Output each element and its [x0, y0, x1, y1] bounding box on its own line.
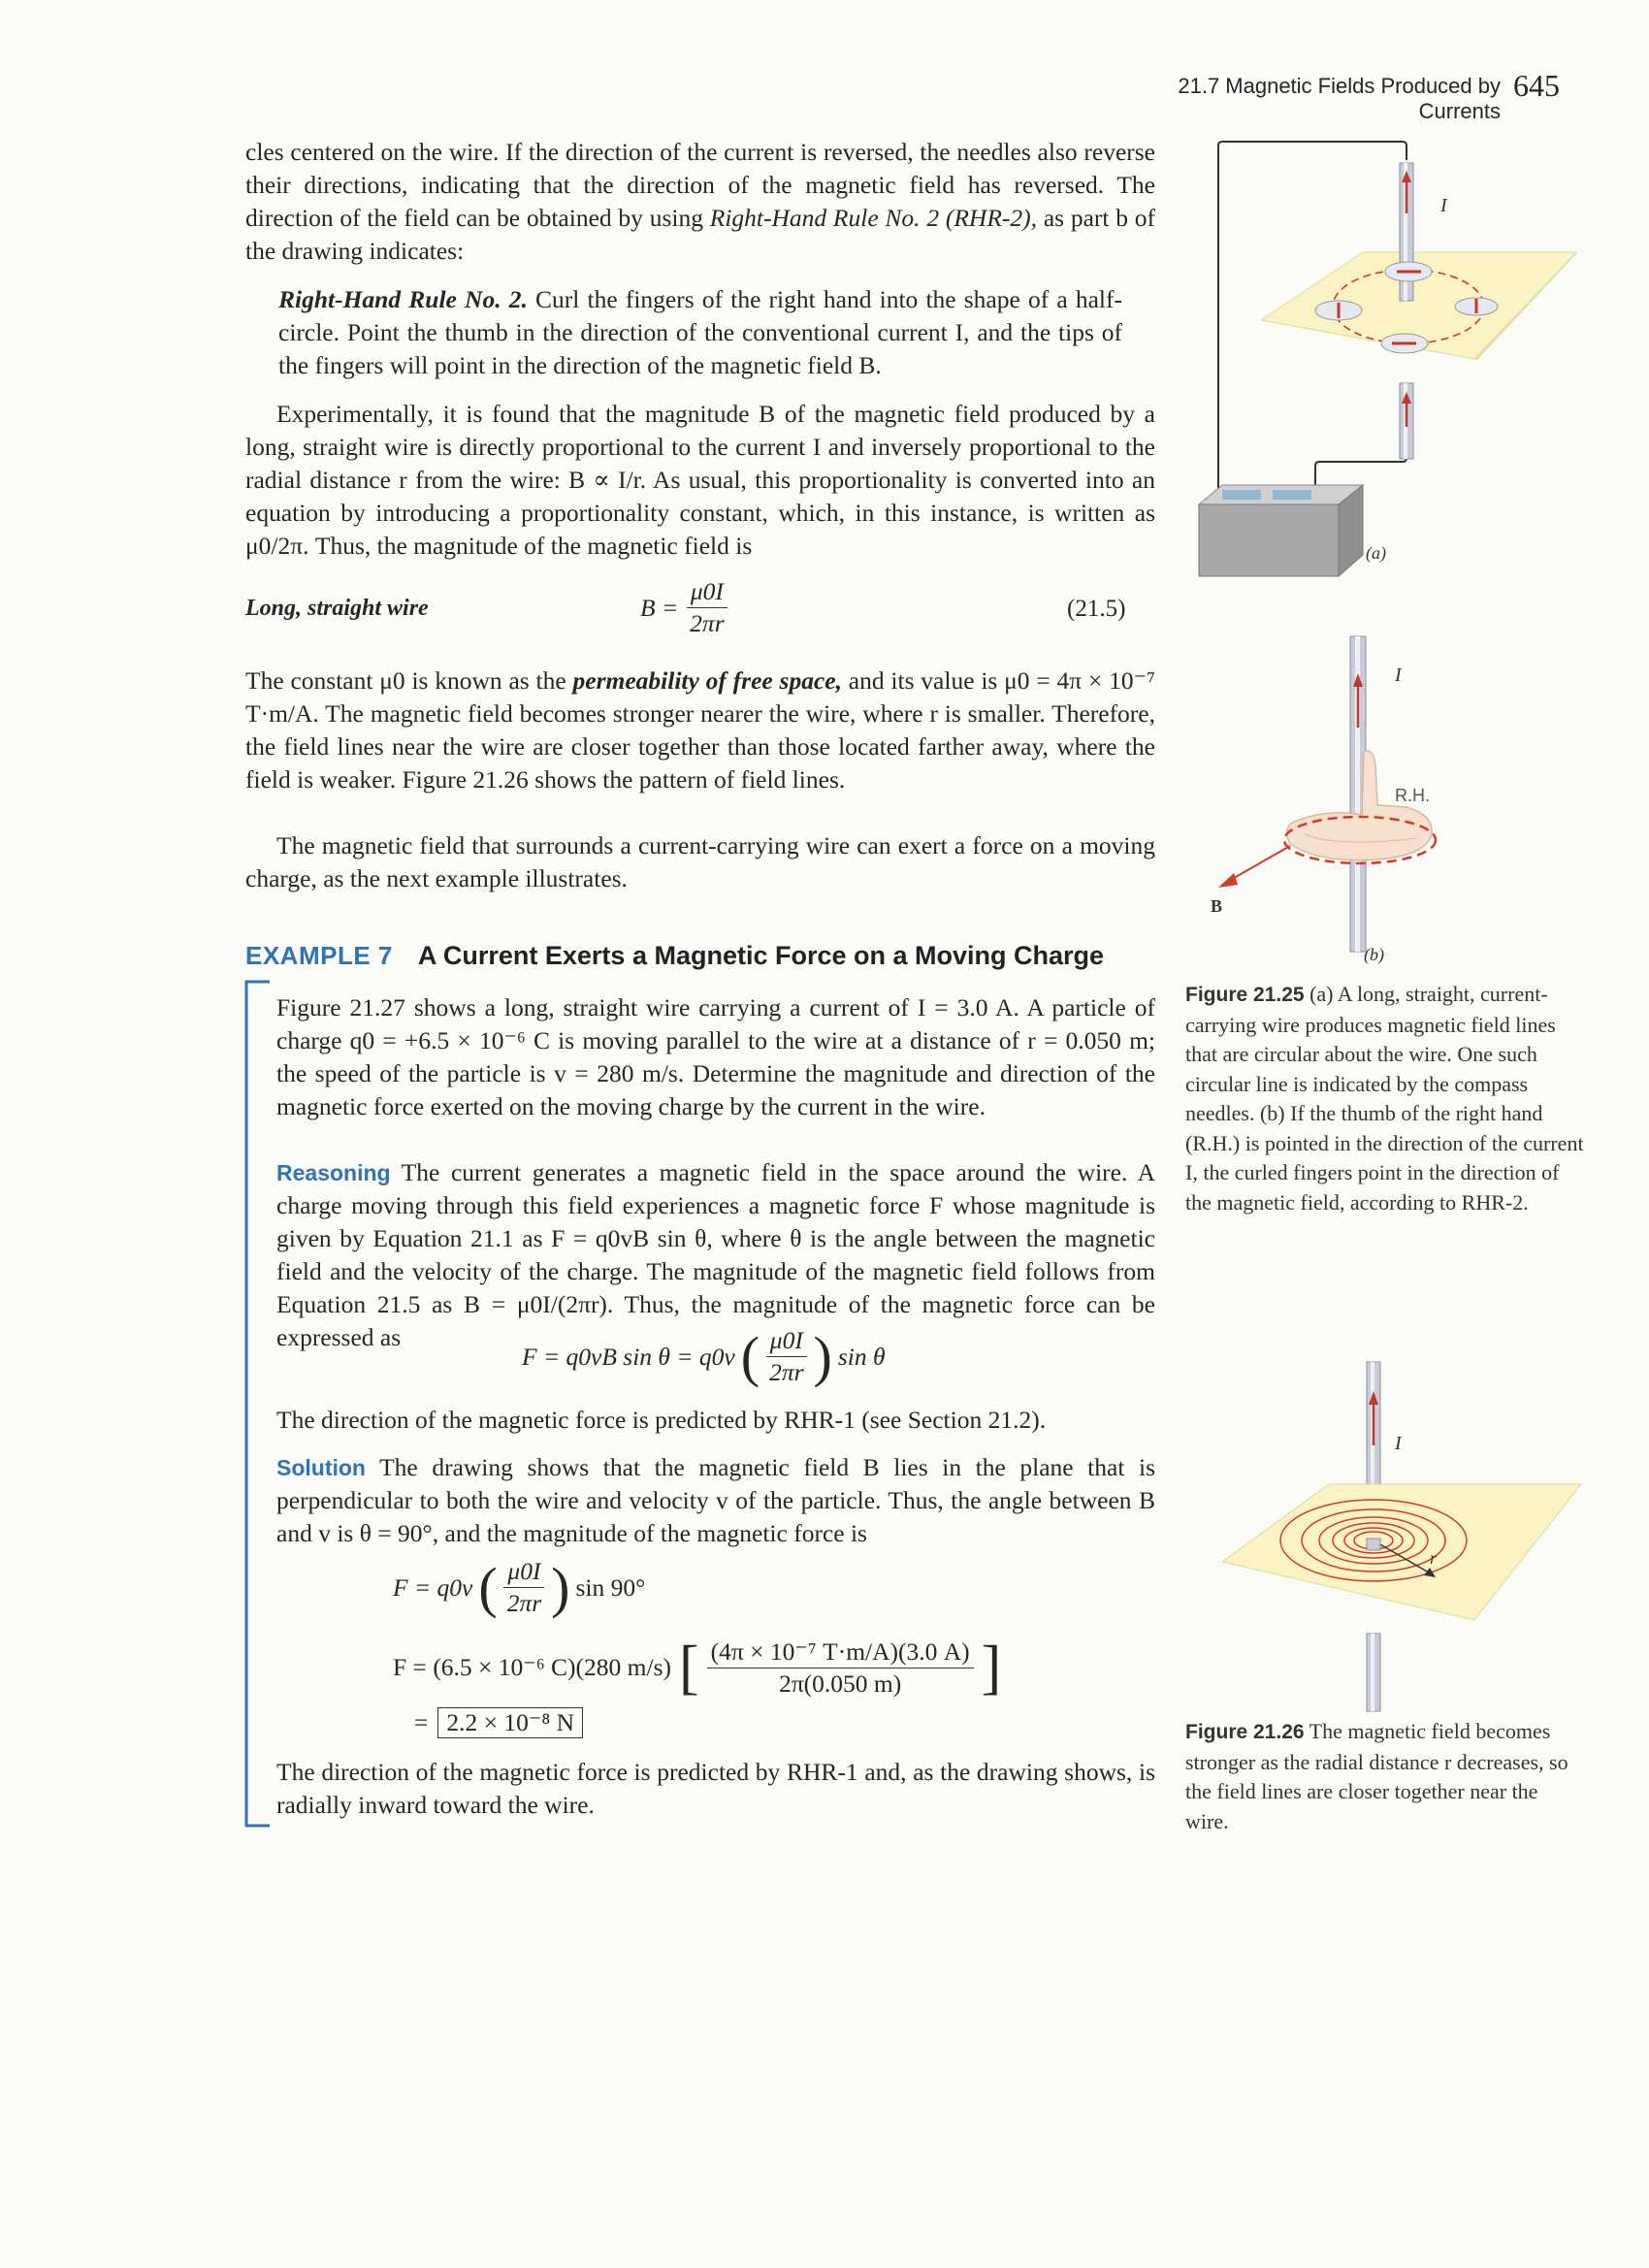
- figure-21-25b: [1183, 631, 1600, 980]
- fig-26-current-label: I: [1395, 1433, 1402, 1454]
- reasoning-text: The current generates a magnetic field in the space around the wire. A charge moving through this field experiences a magnetic force F whose magnitude is given by Equation 21.1 as F = q0vB sin θ, where θ is the angle between the magnetic field and the velocity of the charge. The magnitude of the magnetic field follows from Equation 21.5 as B = μ0I/(2πr). Thus, the magnitude of the magnetic force can be expressed as: [276, 1158, 1155, 1351]
- figure-21-25-caption: [1185, 980, 1585, 1217]
- circuit-wire-bottom: [1315, 427, 1406, 493]
- figure-21-25-label: Figure 21.25: [1185, 984, 1305, 1006]
- fig-a-current-label: I: [1440, 195, 1447, 216]
- solution-text: The drawing shows that the magnetic field B lies in the plane that is perpendicular to both the wire and velocity v of the particle. Thus, the angle between B and v is θ = 90°, and the magnitude of the magnetic force is: [276, 1453, 1156, 1547]
- example-label: EXAMPLE 7: [245, 941, 393, 970]
- equation-number: (21.5): [1067, 596, 1126, 622]
- eq2-lhs: F = q0v: [393, 1572, 473, 1602]
- figure-21-26-text: The magnetic field becomes stronger as the radial distance r decreases, so the field lines are closer together near the wire.: [1185, 1719, 1568, 1833]
- rule-text: Curl the fingers of the right hand into the shape of a half-circle. Point the thumb in the direction of the conventional current I, and the tips of the fingers will point in the direction of the magnetic field B.: [278, 285, 1123, 379]
- figure-21-26-label: Figure 21.26: [1185, 1721, 1305, 1743]
- figure-21-25-text: (a) A long, straight, current-carrying wire produces magnetic field lines that are circular about the wire. One such circular line is indicated by the compass needles. (b) If the thumb of the right hand (R.H.) is pointed in the direction of the current I, the curled fingers point in the direction of the magnetic field, according to RHR-2.: [1185, 982, 1584, 1215]
- eq1-fraction: [765, 1325, 807, 1388]
- eq2-numerator: μ0I: [503, 1556, 544, 1588]
- solution-paragraph: [276, 1451, 1155, 1550]
- eq3-numerator: (4π × 10⁻⁷ T·m/A)(3.0 A): [707, 1636, 974, 1669]
- eq2-denominator: 2πr: [506, 1589, 542, 1617]
- example-bracket: [241, 980, 279, 1835]
- fig-26-r-label: r: [1430, 1548, 1438, 1568]
- paragraph-3: [245, 664, 1155, 796]
- force-answer: [414, 1707, 583, 1738]
- answer-box: 2.2 × 10⁻⁸ N: [437, 1707, 583, 1738]
- paragraph-1-end: as part b of the drawing indicates:: [245, 204, 1156, 265]
- eq2-rhs: sin 90°: [575, 1572, 646, 1602]
- eq3-lhs: F = (6.5 × 10⁻⁶ C)(280 m/s): [393, 1653, 671, 1681]
- final-paragraph: The direction of the magnetic force is predicted by RHR-1 and, as the drawing shows, is radially inward toward the wire.: [276, 1758, 1155, 1819]
- eq2-fraction: [503, 1556, 545, 1619]
- eq3-denominator: 2π(0.050 m): [779, 1669, 902, 1698]
- force-equation-2: F = q0v ( $\frac{\mu 0I}{2\pi r}$ ) sin 90°: [393, 1555, 646, 1619]
- fig-b-rh-label: R.H.: [1395, 786, 1430, 805]
- equation-label: Long, straight wire: [245, 596, 429, 621]
- plane-26: [1222, 1484, 1581, 1620]
- figure-21-25a: [1183, 136, 1600, 582]
- fig-b-label: (b): [1364, 945, 1384, 964]
- force-equation-1: F = q0vB sin θ = q0v ( $\frac{\mu 0I}{2\pi r}$ ) sin θ: [522, 1324, 886, 1388]
- figure-21-26: [1203, 1358, 1600, 1727]
- fig-b-current-label: I: [1395, 664, 1402, 686]
- eq1-rhs: sin θ: [837, 1342, 886, 1371]
- example-heading: [245, 941, 1104, 971]
- eq3-fraction: [707, 1636, 974, 1700]
- eq1-denominator: 2πr: [769, 1358, 804, 1386]
- rhr2-term: Right-Hand Rule No. 2 (RHR-2),: [709, 204, 1038, 232]
- eq1-numerator: μ0I: [766, 1325, 807, 1357]
- eq1-lhs: F = q0vB sin θ = q0v: [522, 1342, 735, 1371]
- rule-title: Right-Hand Rule No. 2.: [278, 285, 528, 313]
- permeability-term: permeability of free space,: [572, 666, 842, 695]
- example-problem: Figure 21.27 shows a long, straight wire carrying a current of I = 3.0 A. A particle of charge q0 = +6.5 × 10⁻⁶ C is moving parallel to the wire at a distance of r = 0.050 m; the speed of the particle is v = 280 m/s. Determine the magnitude and direction of the magnetic force exerted on the moving charge by the current in the wire.: [276, 993, 1155, 1120]
- fig-a-label: (a): [1366, 543, 1386, 563]
- force-equation-3: F = (6.5 × 10⁻⁶ C)(280 m/s) [ $\frac{\text{(4π × 10⁻⁷ T·m/A)(3.0 A)}}{2\pi(0.050 m)}$ ]: [393, 1635, 1002, 1701]
- direction-line: The direction of the magnetic force is predicted by RHR-1 (see Section 21.2).: [276, 1406, 1047, 1434]
- fig-b-field-label: B: [1211, 896, 1223, 916]
- paragraph-1: [245, 136, 1155, 268]
- equation-fraction: [686, 576, 728, 639]
- running-head: 21.7 Magnetic Fields Produced by Currents: [1178, 74, 1501, 123]
- paragraph-3-b: and its value is μ0 = 4π × 10⁻⁷ T·m/A. The magnetic field becomes stronger nearer the wire, where r is smaller. Therefore, the field lines near the wire are closer together than those located farther away, where the field is weaker. Figure 21.26 shows the pattern of field lines.: [245, 666, 1156, 794]
- paragraph-3-a: The constant μ0 is known as the: [245, 666, 566, 695]
- equation-denominator: 2πr: [690, 609, 725, 637]
- rhr2-rule: [278, 283, 1122, 382]
- paragraph-4: The magnetic field that surrounds a current-carrying wire can exert a force on a moving charge, as the next example illustrates.: [245, 831, 1155, 892]
- equation-lhs: B =: [640, 593, 679, 622]
- paragraph-2: Experimentally, it is found that the magnitude B of the magnetic field produced by a long, straight wire is directly proportional to the current I and inversely proportional to the radial distance r from the wire: B ∝ I/r. As usual, this proportionality is converted into an equation by introducing a proportionality constant, which, in this instance, is written as μ0/2π. Thus, the magnitude of the magnetic field is: [245, 400, 1155, 560]
- figure-21-26-caption: [1185, 1717, 1585, 1836]
- reasoning-head: Reasoning: [276, 1160, 391, 1185]
- page-number: 645: [1513, 68, 1560, 103]
- equation-21-5: [640, 576, 728, 639]
- battery: [1199, 485, 1363, 576]
- solution-head: Solution: [276, 1455, 366, 1480]
- eq4-prefix: =: [414, 1708, 429, 1736]
- example-title: A Current Exerts a Magnetic Force on a Moving Charge: [417, 941, 1105, 970]
- paragraph-1-text: cles centered on the wire. If the direction of the current is reversed, the needles also reverse their directions, indicating that the direction of the magnetic field has reversed. The direction of the field can be obtained by using: [245, 138, 1155, 232]
- equation-numerator: μ0I: [687, 576, 728, 608]
